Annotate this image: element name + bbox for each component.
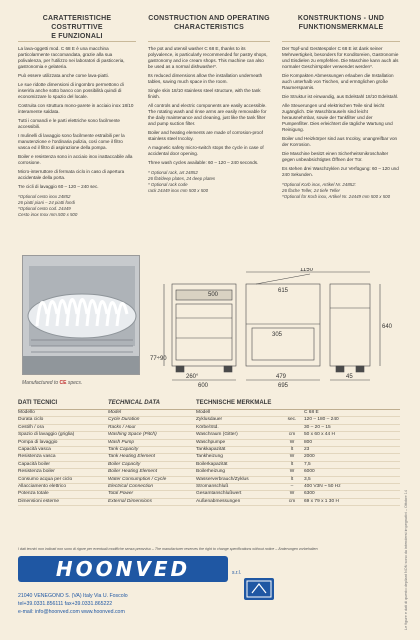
italian-note: *Optional cesto inox 24852 <box>18 194 71 199</box>
english-label: Boiler Heating Element <box>108 469 158 475</box>
english-paragraph: Single skin 18/10 stainless steel structure, with the tank finish. <box>148 88 261 99</box>
table-row <box>18 477 400 484</box>
column-body-italian <box>18 46 136 218</box>
dim-right-height: 640 <box>382 324 393 330</box>
ce-mark-icon: CE <box>59 380 67 386</box>
italian-label: Dimensioni esterne <box>18 498 60 504</box>
italian-title-line2: E FUNZIONALI <box>51 33 103 40</box>
italian-label: Spazio di lavaggio (griglia) <box>18 432 75 438</box>
spec-rows <box>18 410 400 506</box>
italian-paragraph: Micro-interruttore di fermata ciclo in caso di apertura accidentale della porta. <box>18 169 125 180</box>
table-row <box>18 454 400 461</box>
italian-label: Resistenza vasca <box>18 454 56 460</box>
unit <box>280 425 304 431</box>
english-notes <box>148 170 270 194</box>
table-row <box>18 491 400 498</box>
spec-table-header <box>18 400 400 410</box>
italian-paragraph: Tutti i comandi e le parti elettriche sono facilmente accessibili. <box>18 118 120 129</box>
unit: lt <box>290 446 294 452</box>
dim-left-height: 500 <box>208 292 219 298</box>
value: 6000 <box>304 469 315 475</box>
english-label: Model <box>108 410 122 415</box>
dim-inner-depth: 615 <box>278 288 289 294</box>
header-italian: DATI TECNICI <box>18 400 58 406</box>
german-title-line1: KONSTRUKTIONS - UND <box>297 15 385 22</box>
photo-caption <box>22 380 82 386</box>
italian-label: Pompa di lavaggio <box>18 439 58 445</box>
dimension-drawing-svg <box>150 268 398 388</box>
dim-lower-left: 77÷90 <box>150 356 167 362</box>
dish-rack-illustration <box>23 256 140 375</box>
unit: lt <box>290 461 294 467</box>
value: 2000 <box>304 454 315 460</box>
italian-label: Consumo acqua per ciclo <box>18 476 73 482</box>
unit: W <box>289 454 295 460</box>
email-web: e-mail: info@hoonved.com www.hoonved.com <box>18 609 125 615</box>
german-label: Außenabmessungen <box>196 498 241 504</box>
unit: W <box>289 491 295 497</box>
unit: – <box>290 483 294 489</box>
hoonved-logo: HOONVED <box>18 556 228 582</box>
italian-title-line1: CARATTERISTICHE COSTRUTTIVE <box>42 15 112 31</box>
header-english: TECHNICAL DATA <box>108 400 160 406</box>
english-paragraph: Boiler and heating elements are made of corrosion-proof stainless steel Incoloy. <box>148 130 263 141</box>
german-title-line2: FUNKTIONSMERKMALE <box>298 24 384 31</box>
value: 23 <box>304 446 310 452</box>
caption-suffix: specs. <box>67 380 83 386</box>
unit <box>280 410 304 416</box>
dim-height-in: 305 <box>272 332 283 338</box>
dim-bottom-c: 479 <box>276 374 287 380</box>
value: 6300 <box>304 491 315 497</box>
german-paragraph: Es stehen drei Waschzyklen zur Verfügung: 60 – 120 und 240 Sekunden. <box>282 166 399 177</box>
italian-label: Durata ciclo <box>18 417 44 423</box>
english-paragraph: All controls and electric components are easily accessible. The rotating wash and rinse arms are easily removable for the daily maintenance and cleaning, just like the tank filter and pump suction filter. <box>148 103 267 126</box>
english-label: Racks / Hour <box>108 424 136 430</box>
german-paragraph: Die Kompakten Abmessungen erlauben die Installation auch unterhalb von Tischen, und ermöglichen große Raumersparnis. <box>282 73 394 90</box>
table-row <box>18 432 400 439</box>
unit: cm <box>288 498 296 504</box>
unit: W <box>289 439 295 445</box>
italian-paragraph: I mulinelli di lavaggio sono facilmente estraibili per la manutenzione e l'ordinaria pulizia, così come il filtro vasca ed il filtro di aspirazione della pompa. <box>18 133 125 150</box>
column-body-english <box>148 46 270 194</box>
german-label: Körbe/Std. <box>196 424 219 430</box>
value: 120 – 180 – 240 <box>304 417 339 423</box>
italian-label: Modello <box>18 410 35 415</box>
italian-notes <box>18 194 136 218</box>
value: C 68 E <box>304 410 319 415</box>
english-label: External Dimensions <box>108 498 152 504</box>
german-label: Tankheizung <box>196 454 223 460</box>
english-paragraph: The pot and utensil washer C 68 E, thanks to its polyvalence, is particularly recommended for pastry shops, gastronomy and ice cream shops. This machine can also be used as a normal dishwasher*. <box>148 46 268 69</box>
column-header-english <box>148 14 270 42</box>
spec-table <box>18 400 400 506</box>
italian-paragraph: Può essere utilizzata anche come lava-piatti. <box>18 73 109 78</box>
italian-label: Resistenza boiler <box>18 469 55 475</box>
german-paragraph: Die Struktur ist einwandig, aus Edelstahl 18/10 Edelstahl. <box>282 94 399 99</box>
value: 800 <box>304 439 313 445</box>
german-note: *Optional Korb inox, Artikel Nr. 24852: <box>282 182 356 187</box>
unit: W <box>289 469 295 475</box>
german-paragraph: Der Topf-und Gerätespüler C 68 E ist dank seiner Mehrwertigkeit, besonders für Konditoreien, Gastronomie und Eisdielen zu empfehlen. Die Maschine kann auch als normaler Geschirrspüler verwendet werden*. <box>282 46 399 69</box>
english-label: Tank Heating Element <box>108 454 156 460</box>
unit: cm <box>288 432 296 438</box>
value: 3,5 <box>304 476 311 482</box>
column-header-italian <box>18 14 136 42</box>
english-label: Total Power <box>108 491 134 497</box>
value: 30 – 20 – 15 <box>304 424 331 430</box>
unit: sec. <box>287 417 297 423</box>
german-note: 26 flache Teller, 24 tiefe Teller <box>282 188 341 193</box>
italian-label: Cesti/h / ora <box>18 424 44 430</box>
italian-paragraph: Costruita con struttura mono-parete in acciaio inox 18/10 interamente saldata. <box>18 103 134 114</box>
italian-paragraph: Tre cicli di lavaggio 60 – 120 – 240 sec. <box>18 184 99 189</box>
dim-top-width: 1150 <box>300 268 313 273</box>
english-paragraph: Three wash cycles available: 60 – 120 – 240 seconds. <box>148 160 259 165</box>
side-disclaimer: Le figure e dati di questo depliant NON sono da intendersi impegnativi – Ottobre 14 <box>404 490 408 630</box>
english-label: Boiler Capacity <box>108 461 141 467</box>
italian-label: Potenza totale <box>18 491 49 497</box>
english-paragraph: Its reduced dimensions allow the installation underneath tables, saving much space in the room. <box>148 73 263 84</box>
product-photo <box>22 255 140 375</box>
dimension-drawing <box>150 268 398 388</box>
dim-right-small: 45 <box>346 374 353 380</box>
italian-label: Capacità vasca <box>18 446 51 452</box>
dim-bottom-b: 600 <box>198 383 209 388</box>
value: 50 x 60 x 44 H <box>304 432 335 438</box>
german-paragraph: Alle Steuerungen und elektrischen Teile sind leicht zugänglich. Die Waschbrauseln sind leicht herausnehmbar, sowie der Tankfilter und der Pumpenfilter. Dies erleichtert die tägliche Wartung und Reinigung. <box>282 103 393 132</box>
italian-note: 26 piatti piani – 24 piatti fondi <box>18 200 75 205</box>
value: 69 x 79 x 1 30 H <box>304 498 339 504</box>
italian-label: Allacciamento elettrico <box>18 483 66 489</box>
dim-bottom-a: 260° <box>186 374 199 380</box>
italian-paragraph: Le sue ridotte dimensioni di ingombro permettono di inserirla anche sotto banco con possibilità quindi di economizzare lo spazio del locale. <box>18 82 124 99</box>
address: 21040 VENEGONO S. (VA) Italy Via U. Foscolo <box>18 593 128 599</box>
english-title-line2: CHARACTERISTICS <box>174 24 244 31</box>
english-note: rack 24449 inox mm 500 x 500 <box>148 188 209 193</box>
table-row <box>18 469 400 476</box>
german-label: Waschraum (Gitter) <box>196 432 238 438</box>
column-body-german <box>282 46 400 200</box>
german-paragraph: Die Maschine besitzt einen Sicherheitsmikroschalter gegen unbeabsichtigtes Öffnen der Tür. <box>282 151 389 162</box>
german-notes <box>282 182 400 200</box>
english-note: * Optional rack, art 24852 <box>148 170 198 175</box>
german-note: *Optional für Korb inox, Artikel Nr. 24449 mm 500 x 500 <box>282 194 391 199</box>
english-note: 26 flat/deep plates, 24 deep plates <box>148 176 216 181</box>
dim-bottom-total: 695 <box>278 383 289 388</box>
german-label: Modell <box>196 410 211 415</box>
english-label: Washing Space (Pitch) <box>108 432 157 438</box>
english-label: Cycle Duration <box>108 417 140 423</box>
italian-note: Cesto inox Inox mm.500 x 500 <box>18 212 78 217</box>
footnote: I dati tecnici non indicati non sono di rigore per eventuali modifiche senza preavviso – The manufacturer reserves the right to change specifications without notice – Änderungen vorbehalten <box>18 547 318 551</box>
english-note: * Optional rack code <box>148 182 188 187</box>
german-label: Zyklusdauer <box>196 417 223 423</box>
german-label: Waschpumpe <box>196 439 226 445</box>
unit: lt <box>290 476 294 482</box>
column-header-german <box>282 14 400 42</box>
english-title-line1: CONSTRUCTION AND OPERATING <box>148 15 270 22</box>
english-label: Electrical Connection <box>108 483 154 489</box>
company-suffix: s.r.l. <box>232 570 242 576</box>
value: 7,5 <box>304 461 311 467</box>
german-label: Boilerkapazität <box>196 461 228 467</box>
italian-paragraph: Boiler e resistenza sono in acciaio inox inattaccabile alla corrosione. <box>18 154 133 165</box>
phone-fax: tel+39.0331.856111 fax+39.0331.865222 <box>18 601 113 607</box>
english-label: Tank Capacity <box>108 446 139 452</box>
english-label: Wash Pump <box>108 439 135 445</box>
table-row <box>18 417 400 424</box>
german-label: Tankkapazität <box>196 446 226 452</box>
english-label: Water Consumption / Cycle <box>108 476 167 482</box>
german-label: Stromanschluß <box>196 483 229 489</box>
italian-note: *Optional cesto cod. 24449 <box>18 206 71 211</box>
german-paragraph: Boiler und Heizkörper sind aus Incoloy, unangreifbar von der Korrosion. <box>282 136 398 147</box>
italian-paragraph: La lava-oggetti mod. C 68 E è una macchina particolarmente raccomandata, grazie alla sua polivalenza, per l'utilizzo nei laboratori di pasticceria, gastronomia e gelateria. <box>18 46 125 69</box>
header-german: TECHNISCHE MERKMALE <box>196 400 272 406</box>
german-label: Wasserverbrauch/Zyklus <box>196 476 249 482</box>
german-label: Boilerheizung <box>196 469 226 475</box>
table-row <box>18 440 400 447</box>
german-label: Gesamtanschlußwert <box>196 491 242 497</box>
contact-block <box>18 592 258 616</box>
english-paragraph: A magnetic safety micro-switch stops the cycle in case of accidental door opening. <box>148 145 264 156</box>
italian-label: Capacità boiler <box>18 461 50 467</box>
value: 400 V3N ~ 50 Hz <box>304 483 341 489</box>
caption-prefix: Manufactured to <box>22 380 59 386</box>
table-row <box>18 499 400 506</box>
